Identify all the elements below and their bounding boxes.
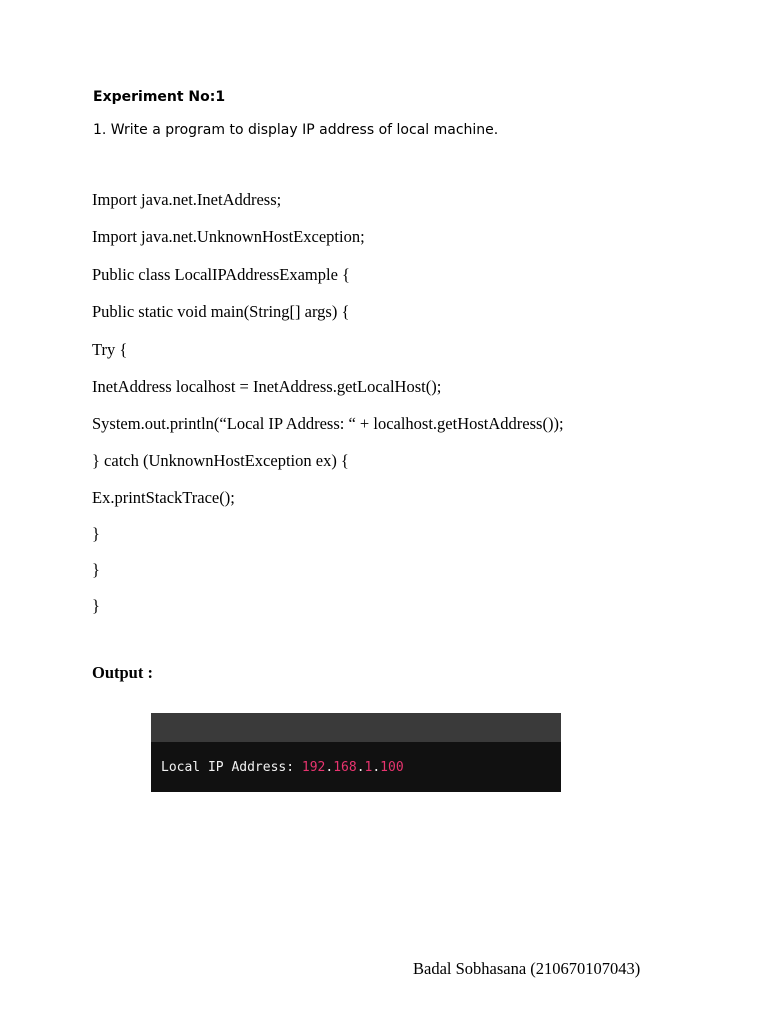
code-line: InetAddress localhost = InetAddress.getLocalHost(); bbox=[92, 377, 442, 396]
code-line: System.out.println(“Local IP Address: “ + localhost.getHostAddress()); bbox=[92, 414, 564, 433]
code-line: Import java.net.InetAddress; bbox=[92, 190, 282, 209]
code-line: } bbox=[92, 560, 100, 579]
question-text: 1. Write a program to display IP address of local machine. bbox=[93, 122, 499, 138]
code-line: } bbox=[92, 524, 100, 543]
experiment-heading: Experiment No:1 bbox=[93, 89, 226, 105]
code-line: Ex.printStackTrace(); bbox=[92, 488, 235, 507]
author-footer: Badal Sobhasana (210670107043) bbox=[413, 959, 641, 978]
ip-octet: 1 bbox=[364, 760, 373, 775]
output-label: Output : bbox=[92, 663, 153, 682]
terminal-title-bar bbox=[151, 713, 561, 742]
code-line: } catch (UnknownHostException ex) { bbox=[92, 451, 349, 470]
code-line: Public class LocalIPAddressExample { bbox=[92, 265, 350, 284]
terminal-output-label: Local IP Address: bbox=[161, 760, 302, 775]
code-line: Import java.net.UnknownHostException; bbox=[92, 227, 365, 246]
code-line: } bbox=[92, 596, 100, 615]
ip-octet: 192 bbox=[301, 760, 326, 775]
terminal-output-line: Local IP Address: 192.168.1.100 bbox=[161, 760, 404, 775]
ip-octet: 100 bbox=[380, 760, 404, 775]
code-line: Public static void main(String[] args) { bbox=[92, 302, 350, 321]
terminal-output bbox=[151, 713, 561, 792]
code-line: Try { bbox=[92, 340, 128, 359]
ip-octet: 168 bbox=[333, 760, 357, 775]
